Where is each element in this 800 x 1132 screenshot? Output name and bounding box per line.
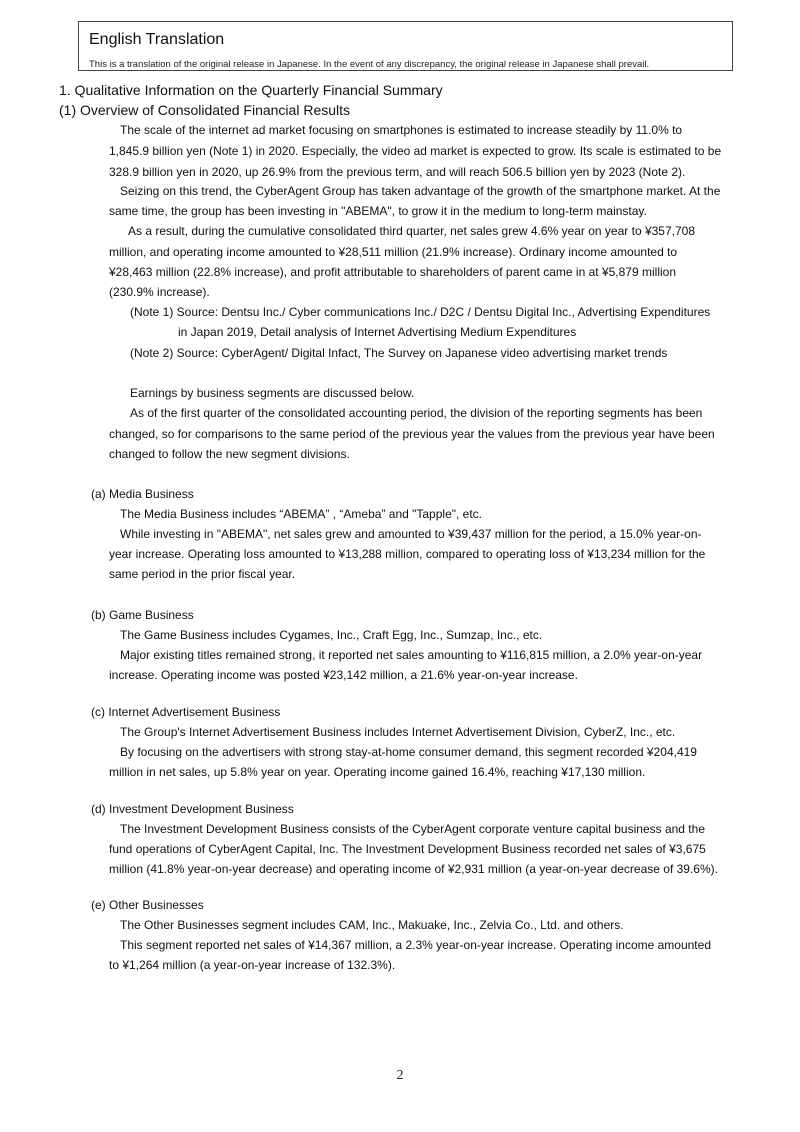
note-line: (Note 2) Source: CyberAgent/ Digital Infact, The Survey on Japanese video advertising market trends <box>130 346 668 360</box>
page-number: 2 <box>396 1068 404 1083</box>
segment-line: While investing in "ABEMA", net sales grew and amounted to ¥39,437 million for the period, a 15.0% year-on- <box>120 527 702 541</box>
segment-line: This segment reported net sales of ¥14,367 million, a 2.3% year-on-year increase. Operating income amounted <box>120 938 711 952</box>
segment-title-media: (a) Media Business <box>91 487 194 501</box>
overview-line: changed to follow the new segment divisions. <box>109 447 350 461</box>
overview-line: 1,845.9 billion yen (Note 1) in 2020. Especially, the video ad market is expected to grow. Its scale is estimated to be <box>109 144 722 158</box>
overview-line: million, and operating income amounted to ¥28,511 million (21.9% increase). Ordinary income amounted to <box>109 245 678 259</box>
segment-title-game: (b) Game Business <box>91 608 194 622</box>
segment-line: to ¥1,264 million (a year-on-year increase of 132.3%). <box>109 958 396 972</box>
segment-line: increase. Operating income was posted ¥23,142 million, a 21.6% year-on-year increase. <box>109 668 578 682</box>
overview-line: Seizing on this trend, the CyberAgent Group has taken advantage of the growth of the smartphone market. At the <box>120 184 721 198</box>
section-subheading: (1) Overview of Consolidated Financial Results <box>59 102 351 118</box>
segment-line: same period in the prior fiscal year. <box>109 567 296 581</box>
segment-line: The Game Business includes Cygames, Inc., Craft Egg, Inc., Sumzap, Inc., etc. <box>120 628 543 642</box>
overview-line: same time, the group has been investing in "ABEMA", to grow it in the medium to long-term mainstay. <box>109 204 647 218</box>
segment-title-investment: (d) Investment Development Business <box>91 802 294 816</box>
overview-line: As a result, during the cumulative consolidated third quarter, net sales grew 4.6% year on year to ¥357,708 <box>128 224 695 238</box>
segment-line: By focusing on the advertisers with strong stay-at-home consumer demand, this segment recorded ¥204,419 <box>120 745 697 759</box>
translation-notice-title: English Translation <box>89 31 225 48</box>
segment-line: year increase. Operating loss amounted to ¥13,288 million, compared to operating loss of ¥13,234 million for the <box>109 547 706 561</box>
note-line: (Note 1) Source: Dentsu Inc./ Cyber communications Inc./ D2C / Dentsu Digital Inc., Advertising Expenditures <box>130 305 711 319</box>
translation-notice-box <box>78 21 733 71</box>
segment-line: The Media Business includes “ABEMA” , “Ameba” and "Tapple", etc. <box>120 507 483 521</box>
segment-line: fund operations of CyberAgent Capital, Inc. The Investment Development Business recorded net sales of ¥3,675 <box>109 842 706 856</box>
overview-line: ¥28,463 million (22.8% increase), and profit attributable to shareholders of parent came in at ¥5,879 million <box>109 265 676 279</box>
segment-line: The Investment Development Business consists of the CyberAgent corporate venture capital business and the <box>120 822 705 836</box>
segment-line: Major existing titles remained strong, it reported net sales amounting to ¥116,815 million, a 2.0% year-on-year <box>120 648 703 662</box>
segment-line: The Group's Internet Advertisement Business includes Internet Advertisement Division, CyberZ, Inc., etc. <box>120 725 676 739</box>
segment-line: million (41.8% year-on-year decrease) and operating income of ¥2,931 million (a year-on-year decrease of 39.6%). <box>109 862 718 876</box>
segment-line: million in net sales, up 5.8% year on year. Operating income gained 16.4%, reaching ¥17,130 million. <box>109 765 646 779</box>
translation-notice-text: This is a translation of the original release in Japanese. In the event of any discrepancy, the original release in Japanese shall prevail. <box>89 59 650 70</box>
note-line: in Japan 2019, Detail analysis of Internet Advertising Medium Expenditures <box>178 325 577 339</box>
segment-title-internet-ad: (c) Internet Advertisement Business <box>91 705 281 719</box>
section-heading: 1. Qualitative Information on the Quarterly Financial Summary <box>59 82 443 98</box>
overview-line: Earnings by business segments are discussed below. <box>130 386 415 400</box>
overview-line: (230.9% increase). <box>109 285 210 299</box>
segment-line: The Other Businesses segment includes CAM, Inc., Makuake, Inc., Zelvia Co., Ltd. and others. <box>120 918 624 932</box>
overview-line: 328.9 billion yen in 2020, up 26.9% from the previous term, and will reach 506.5 billion yen by 2023 (Note 2). <box>109 165 686 179</box>
segment-title-other: (e) Other Businesses <box>91 898 204 912</box>
overview-line: The scale of the internet ad market focusing on smartphones is estimated to increase steadily by 11.0% to <box>120 123 683 137</box>
overview-line: As of the first quarter of the consolidated accounting period, the division of the reporting segments has been <box>130 406 703 420</box>
overview-line: changed, so for comparisons to the same period of the previous year the values from the previous year have been <box>109 427 715 441</box>
